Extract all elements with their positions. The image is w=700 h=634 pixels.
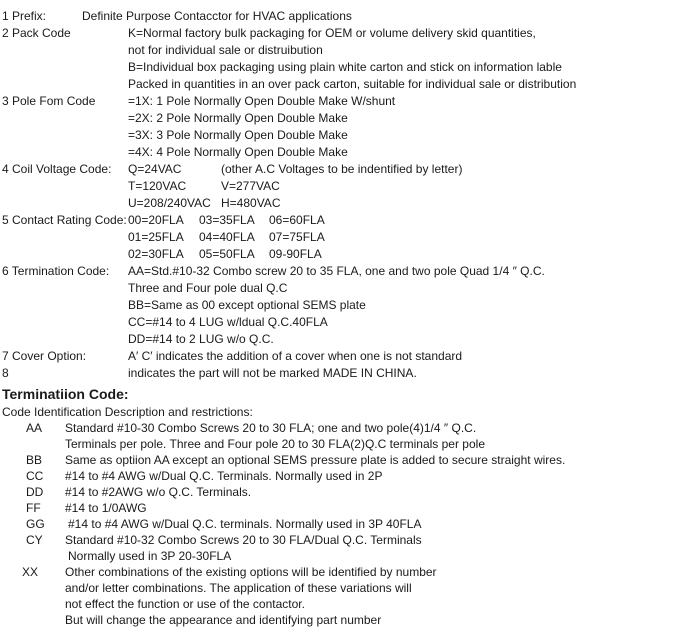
term-description: Standard #10-30 Combo Screws 20 to 30 FLA; one and two pole(4)1/4 ″ Q.C. (65, 421, 477, 435)
termination-line: Three and Four pole dual Q.C (128, 281, 288, 295)
termination-subheading: Code Identification Description and restrictions: (2, 405, 253, 419)
termination-heading: Terminatiion Code: (2, 386, 129, 402)
term-description: Normally used in 3P 20-30FLA (68, 549, 232, 563)
coil-voltage-label: 4 Coil Voltage Code: (2, 162, 112, 176)
term-code: DD (26, 485, 44, 499)
pole-form-line: =3X: 3 Pole Normally Open Double Make (128, 128, 348, 142)
term-code: AA (26, 421, 43, 435)
pack-code-line: K=Normal factory bulk packaging for OEM or volume delivery skid quantities, (128, 26, 536, 40)
term-code: GG (26, 517, 45, 531)
termination-code-label: 6 Termination Code: (2, 264, 110, 278)
term-code: FF (26, 501, 41, 515)
term-description: #14 to 1/0AWG (65, 501, 147, 515)
coil-voltage-value: Q=24VAC (128, 162, 182, 176)
contact-rating-value: 06=60FLA (269, 213, 325, 227)
termination-line: AA=Std.#10-32 Combo screw 20 to 35 FLA, one and two pole Quad 1/4 ″ Q.C. (128, 264, 545, 278)
contact-rating-label: 5 Contact Rating Code: (2, 213, 127, 227)
term-description: not effect the function or use of the contactor. (65, 597, 305, 611)
pole-form-line: =4X: 4 Pole Normally Open Double Make (128, 145, 348, 159)
term-code: CC (26, 469, 44, 483)
cover-option-label: 7 Cover Option: (2, 349, 87, 363)
term-code: BB (26, 453, 43, 467)
term-description: Terminals per pole. Three and Four pole 20 to 30 FLA(2)Q.C terminals per pole (65, 437, 485, 451)
cover-option-description: A′ C′ indicates the addition of a cover when one is not standard (128, 349, 463, 363)
coil-voltage-value: T=120VAC (128, 179, 187, 193)
termination-line: BB=Same as 00 except optional SEMS plate (128, 298, 366, 312)
pack-code-label: 2 Pack Code (2, 26, 71, 40)
coil-voltage-value: V=277VAC (221, 179, 280, 193)
pole-form-line: =2X: 2 Pole Normally Open Double Make (128, 111, 348, 125)
pack-code-line: Packed in quantities in an over pack carton, suitable for individual sale or distribution (128, 77, 577, 91)
contact-rating-value: 03=35FLA (199, 213, 255, 227)
termination-line: CC=#14 to 4 LUG w/ldual Q.C.40FLA (128, 315, 328, 329)
coil-voltage-value: H=480VAC (221, 196, 281, 210)
term-description: #14 to #4 AWG w/Dual Q.C. terminals. Normally used in 3P 40FLA (68, 517, 422, 531)
termination-line: DD=#14 to 2 LUG w/o Q.C. (128, 332, 274, 346)
prefix-label: 1 Prefix: (2, 9, 47, 23)
contact-rating-value: 01=25FLA (128, 230, 184, 244)
contact-rating-value: 07=75FLA (269, 230, 325, 244)
option-8-description: indicates the part will not be marked MADE IN CHINA. (128, 366, 417, 380)
coil-voltage-note: (other A.C Voltages to be indentified by letter) (221, 162, 463, 176)
term-description: #14 to #2AWG w/o Q.C. Terminals. (65, 485, 252, 499)
term-description: Same as optiion AA except an optional SEMS pressure plate is added to secure straight wires. (65, 453, 566, 467)
term-code: XX (22, 565, 39, 579)
contact-rating-value: 04=40FLA (199, 230, 255, 244)
option-8-label: 8 (2, 366, 9, 380)
pole-form-line: =1X: 1 Pole Normally Open Double Make W/shunt (128, 94, 396, 108)
contact-rating-value: 00=20FLA (128, 213, 184, 227)
term-description: Standard #10-32 Combo Screws 20 to 30 FLA/Dual Q.C. Terminals (65, 533, 422, 547)
contact-rating-value: 02=30FLA (128, 247, 184, 261)
term-description: #14 to #4 AWG w/Dual Q.C. Terminals. Normally used in 2P (65, 469, 383, 483)
term-description: Other combinations of the existing options will be identified by number (65, 565, 437, 579)
term-code: CY (26, 533, 43, 547)
contact-rating-value: 05=50FLA (199, 247, 255, 261)
pack-code-line: B=Individual box packaging using plain white carton and stick on information lable (128, 60, 562, 74)
coil-voltage-value: U=208/240VAC (128, 196, 211, 210)
contact-rating-value: 09-90FLA (269, 247, 322, 261)
term-description: But will change the appearance and identifying part number (65, 613, 382, 627)
pack-code-line: not for individual sale or distruibution (128, 43, 323, 57)
prefix-description: Definite Purpose Contacctor for HVAC applications (82, 9, 352, 23)
pole-form-code-label: 3 Pole Fom Code (2, 94, 96, 108)
term-description: and/or letter combinations. The application of these variations will (65, 581, 412, 595)
